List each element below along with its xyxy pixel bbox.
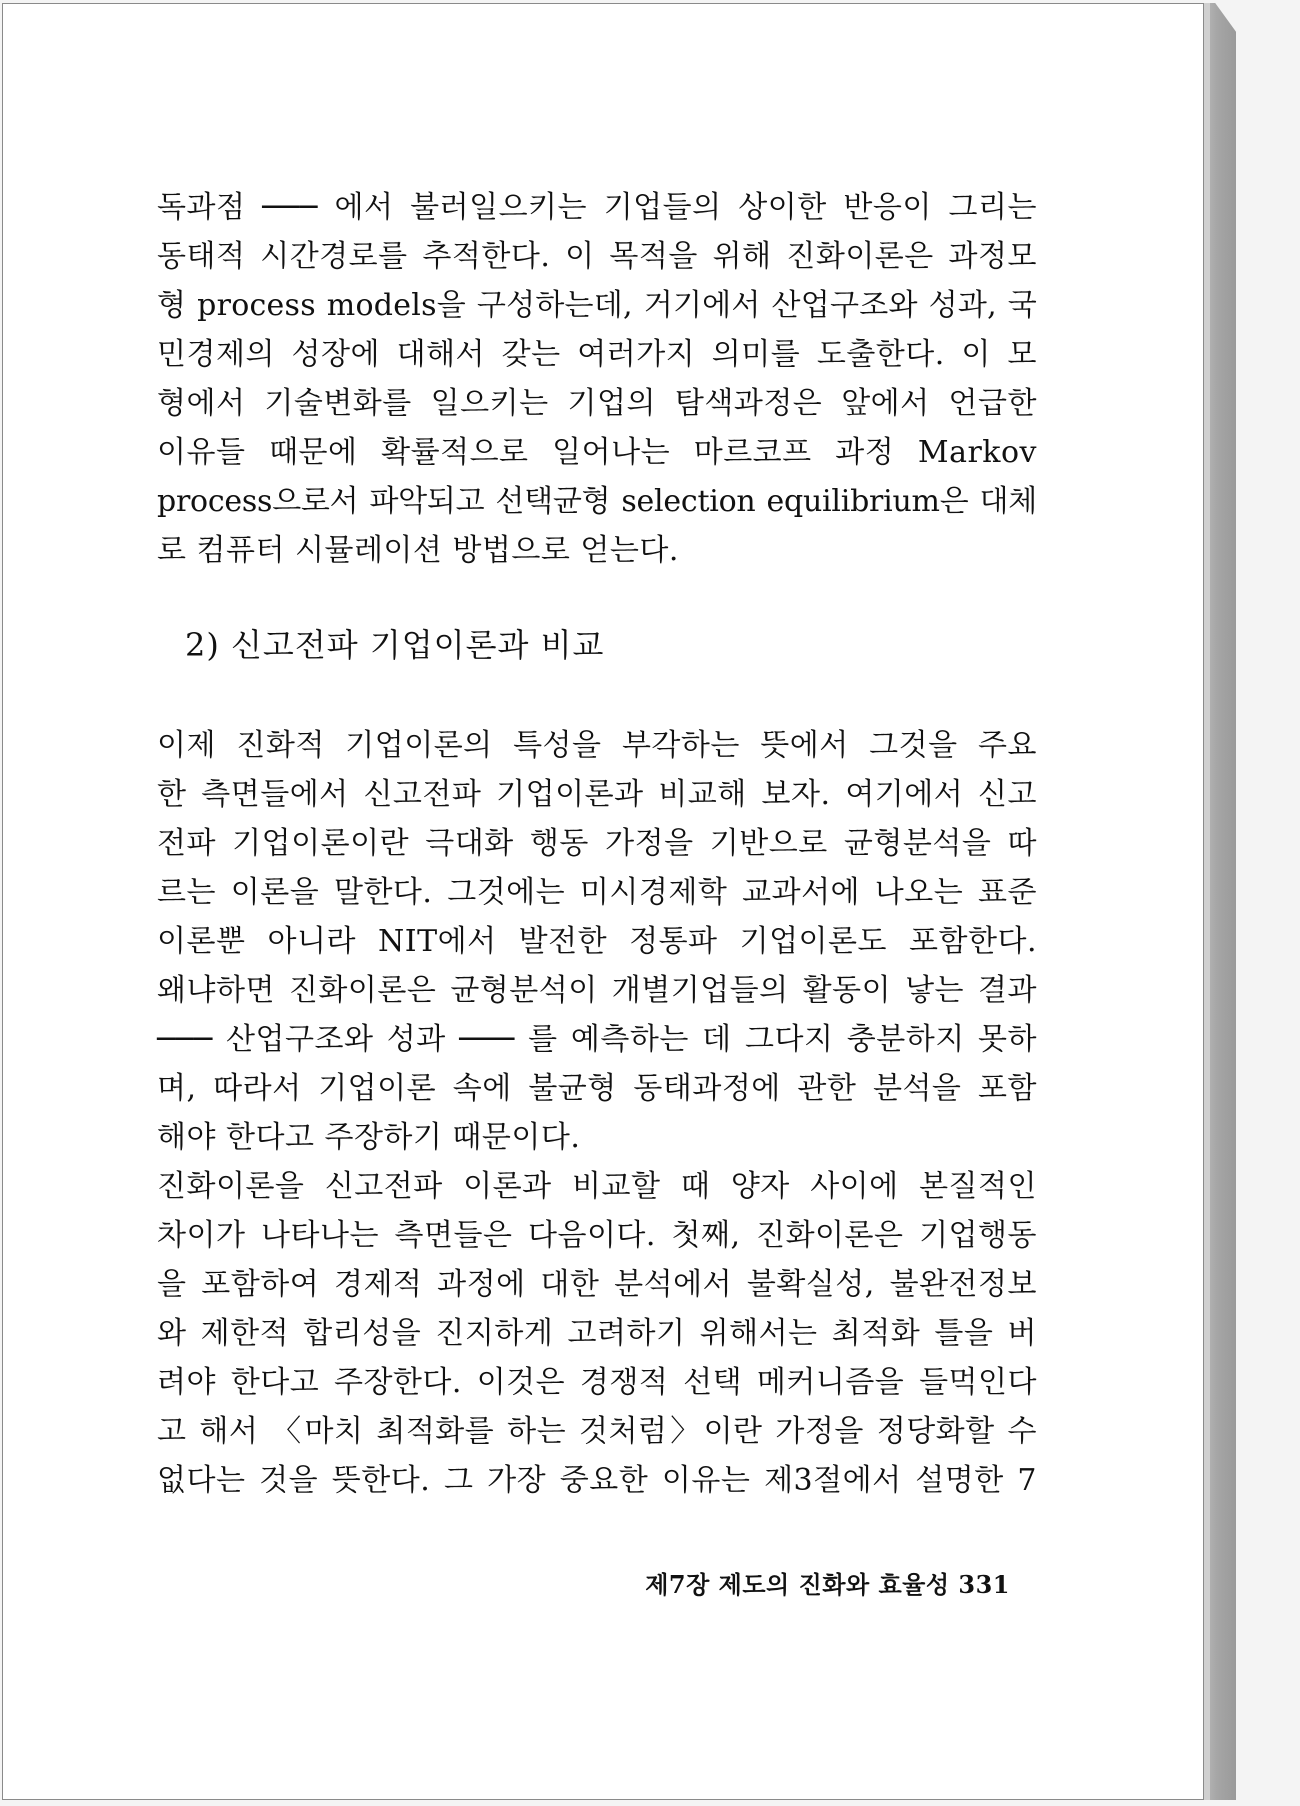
text-line: 르는 이론을 말한다. 그것에는 미시경제학 교과서에 나오는 표준	[157, 875, 1037, 910]
text-line: 고 해서 〈마치 최적화를 하는 것처럼〉이란 가정을 정당화할 수	[157, 1414, 1037, 1449]
section-heading: 2) 신고전파 기업이론과 비교	[185, 626, 605, 664]
text-line: 형 process models을 구성하는데, 거기에서 산업구조와 성과, 국	[157, 288, 1037, 323]
text-line: 왜냐하면 진화이론은 균형분석이 개별기업들의 활동이 낳는 결과	[157, 973, 1037, 1008]
text-line: 려야 한다고 주장한다. 이것은 경쟁적 선택 메커니즘을 들먹인다	[157, 1365, 1037, 1400]
text-line: 형에서 기술변화를 일으키는 기업의 탐색과정은 앞에서 언급한	[157, 386, 1037, 421]
text-line: 며, 따라서 기업이론 속에 불균형 동태과정에 관한 분석을 포함	[157, 1071, 1037, 1106]
text-line: 독과점 ─── 에서 불러일으키는 기업들의 상이한 반응이 그리는	[157, 190, 1037, 225]
text-line: 을 포함하여 경제적 과정에 대한 분석에서 불확실성, 불완전정보	[157, 1267, 1037, 1302]
text-line: 없다는 것을 뜻한다. 그 가장 중요한 이유는 제3절에서 설명한 7	[157, 1463, 1037, 1498]
page-edge-highlight	[1204, 3, 1210, 1800]
text-line: 해야 한다고 주장하기 때문이다.	[157, 1120, 581, 1155]
text-line: process으로서 파악되고 선택균형 selection equilibrium은 대체	[157, 484, 1037, 519]
text-line: 전파 기업이론이란 극대화 행동 가정을 기반으로 균형분석을 따	[157, 826, 1037, 861]
text-line: 한 측면들에서 신고전파 기업이론과 비교해 보자. 여기에서 신고	[157, 777, 1037, 812]
text-line: 이유들 때문에 확률적으로 일어나는 마르코프 과정 Markov	[157, 435, 1037, 470]
text-line: 로 컴퓨터 시뮬레이션 방법으로 얻는다.	[157, 533, 679, 568]
text-line: 이제 진화적 기업이론의 특성을 부각하는 뜻에서 그것을 주요	[157, 728, 1037, 763]
page-footer: 제7장 제도의 진화와 효율성 331	[645, 1570, 1010, 1599]
text-line: 동태적 시간경로를 추적한다. 이 목적을 위해 진화이론은 과정모	[157, 239, 1037, 274]
text-line: 와 제한적 합리성을 진지하게 고려하기 위해서는 최적화 틀을 버	[157, 1316, 1037, 1351]
text-line: 진화이론을 신고전파 이론과 비교할 때 양자 사이에 본질적인	[157, 1169, 1037, 1204]
text-line: ─── 산업구조와 성과 ─── 를 예측하는 데 그다지 충분하지 못하	[157, 1022, 1037, 1057]
text-line: 차이가 나타나는 측면들은 다음이다. 첫째, 진화이론은 기업행동	[157, 1218, 1037, 1253]
text-line: 민경제의 성장에 대해서 갖는 여러가지 의미를 도출한다. 이 모	[157, 337, 1037, 372]
text-line: 이론뿐 아니라 NIT에서 발전한 정통파 기업이론도 포함한다.	[157, 924, 1037, 959]
